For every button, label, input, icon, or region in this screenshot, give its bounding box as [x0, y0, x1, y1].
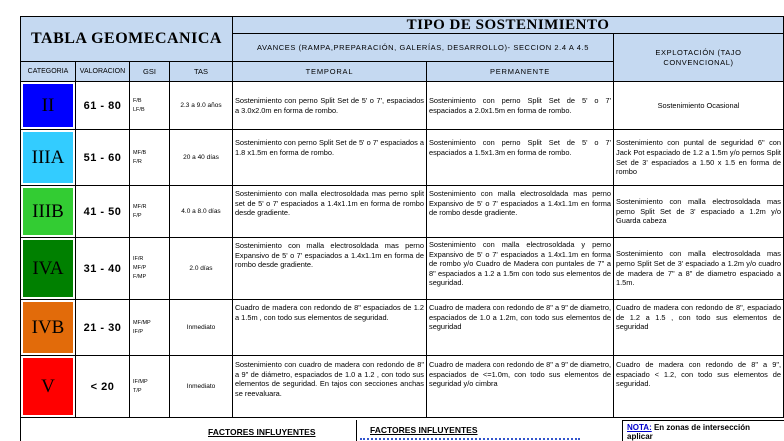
gsi-cell: [130, 186, 170, 238]
col-tas: TAS: [170, 62, 233, 82]
gsi-value: F/MP: [133, 274, 147, 280]
temporal-cell: Sostenimiento con malla electrosoldada mas perno split set de 5' o 7' espaciados a 1.4x1.1m en forma de rombo desde gradiente.: [233, 186, 427, 238]
permanente-cell: Sostenimiento con malla electrosoldada mas perno Expansivo de 5' o 7' espaciados a 1.4x1.1m en forma de rombo desde gradiente.: [427, 186, 614, 238]
category-label: IIIB: [23, 188, 73, 235]
tipo-sostenimiento-header: TIPO DE SOSTENIMIENTO: [233, 17, 784, 34]
explotacion-cell: Sostenimiento con puntal de seguridad 6" con Jack Pot espaciado de 1.2 a 1.5m y/o pernos Split Set de 3' espaciados a 1.50 x 1.5 en forma de rombo: [614, 130, 784, 186]
factores-influyentes-label-2: FACTORES INFLUYENTES: [370, 425, 478, 435]
page-title: TABLA GEOMECANICA: [21, 17, 233, 62]
temporal-cell: Sostenimiento con cuadro de madera con redondo de 8" a 9" de diámetro, espaciados de 1.0 a 1.2 , con todo sus elementos de seguridad. En tajos con secciones anchas se reevaluara.: [233, 356, 427, 418]
gsi-value: IF/R: [133, 256, 144, 262]
valoracion-cell: 31 - 40: [76, 238, 130, 300]
tas-cell: Inmediato: [170, 356, 233, 418]
category-label: IVA: [23, 240, 73, 297]
valoracion-cell: 21 - 30: [76, 300, 130, 356]
permanente-cell: Sostenimiento con perno Split Set de 5' o 7' espaciados a 1.5x1.3m en forma de rombo.: [427, 130, 614, 186]
gsi-cell: [130, 238, 170, 300]
gsi-cell: [130, 130, 170, 186]
category-cell-iiia: [21, 130, 76, 186]
explotacion-cell: Cuadro de madera con redondo de 8" a 9", espaciado < 1.2, con todo sus elementos de seguridad.: [614, 356, 784, 418]
valoracion-cell: 51 - 60: [76, 130, 130, 186]
category-cell-v: [21, 356, 76, 418]
col-permanente: PERMANENTE: [427, 62, 614, 82]
temporal-cell: Sostenimiento con perno Split Set de 5' o 7', espaciados a 3.0x2.0m en forma de rombo.: [233, 82, 427, 130]
category-cell-iiib: [21, 186, 76, 238]
col-categoria: CATEGORIA: [21, 62, 76, 82]
category-label: V: [23, 358, 73, 415]
footer-divider: [356, 420, 357, 441]
valoracion-cell: 41 - 50: [76, 186, 130, 238]
gsi-value: F/B: [133, 97, 142, 104]
gsi-cell: [130, 82, 170, 130]
gsi-cell: [130, 300, 170, 356]
permanente-cell: Sostenimiento con malla electrosoldada y perno Expansivo de 5' o 7' espaciados a 1.4x1.1m en forma de rombo y/o Cuadro de Madera con puntales de 7" a 8" espaciados a 1.2 a 1.5m con todo sus elementos de seguridad.: [427, 238, 614, 300]
col-gsi: GSI: [130, 62, 170, 82]
tas-cell: Inmediato: [170, 300, 233, 356]
gsi-value: T/P: [133, 387, 142, 394]
explotacion-cell: Sostenimiento con malla electrosoldada mas perno Split Set de 3' espaciado a 1.2m y/o Guarda cabeza: [614, 186, 784, 238]
category-cell-ii: [21, 82, 76, 130]
tas-cell: 20 a 40 días: [170, 130, 233, 186]
nota-text: [627, 423, 767, 441]
explotacion-header: EXPLOTACIÓN (TAJO CONVENCIONAL): [614, 34, 784, 82]
permanente-cell: Sostenimiento con perno Split Set de 5' o 7' espaciados a 2.0x1.5m en forma de rombo.: [427, 82, 614, 130]
valoracion-cell: 61 - 80: [76, 82, 130, 130]
tas-cell: 2.0 días: [170, 238, 233, 300]
gsi-value: IF/P: [133, 328, 144, 335]
gsi-value: F/P: [133, 212, 142, 219]
col-temporal: TEMPORAL: [233, 62, 427, 82]
gsi-value: F/R: [133, 158, 142, 165]
nota-label: NOTA:: [627, 423, 652, 432]
gsi-cell: [130, 356, 170, 418]
category-label: IIIA: [23, 132, 73, 183]
temporal-cell: Sostenimiento con malla electrosoldada mas perno Expansivo de 5' o 7' espaciados a 1.4x1.1m en forma de rombo desde gradiente.: [233, 238, 427, 300]
explotacion-cell: Sostenimiento con malla electrosoldada mas perno Split Set de 3' espaciado a 1.2m y/o cuadro de madera de 7" a 8" de diametro espaciado a 1.5m.: [614, 238, 784, 300]
permanente-cell: Cuadro de madera con redondo de 8" a 9" de diametro, espaciados de 1.0 a 1.2m, con todo sus elementos de seguridad: [427, 300, 614, 356]
avances-header: AVANCES (RAMPA,PREPARACIÓN, GALERÍAS, DESARROLLO)- SECCION 2.4 A 4.5: [233, 34, 614, 62]
category-label: II: [23, 84, 73, 127]
permanente-cell: Cuadro de madera con redondo de 8" a 9" de diametro, espaciados de <=1.0m, con todo sus elementos de seguridad y/o cimbra: [427, 356, 614, 418]
factores-influyentes-label: FACTORES INFLUYENTES: [208, 427, 316, 437]
tas-cell: 4.0 a 8.0 días: [170, 186, 233, 238]
gsi-value: MF/R: [133, 203, 147, 210]
gsi-value: MF/MP: [133, 319, 151, 326]
col-valoracion: VALORACION: [76, 62, 130, 82]
gsi-value: LF/B: [133, 106, 145, 113]
nota-body: En zonas de intersección aplicar: [627, 423, 750, 441]
gsi-value: IF/MP: [133, 378, 148, 385]
category-cell-ivb: [21, 300, 76, 356]
explotacion-cell: Sostenimiento Ocasional: [614, 82, 784, 130]
gsi-value: MF/P: [133, 265, 147, 271]
temporal-cell: Cuadro de madera con redondo de 8" espaciados de 1.2 a 1.5m , con todo sus elementos de seguridad.: [233, 300, 427, 356]
gsi-value: MF/B: [133, 149, 147, 156]
explotacion-cell: Cuadro de madera con redondo de 8", espaciado de 1.2 a 1.5 , con todo sus elementos de seguridad: [614, 300, 784, 356]
temporal-cell: Sostenimiento con perno Split Set de 5' o 7' espaciados a 1.8 x1.5m en forma de rombo.: [233, 130, 427, 186]
tas-cell: 2.3 a 9.0 años: [170, 82, 233, 130]
category-cell-iva: [21, 238, 76, 300]
valoracion-cell: < 20: [76, 356, 130, 418]
category-label: IVB: [23, 302, 73, 353]
